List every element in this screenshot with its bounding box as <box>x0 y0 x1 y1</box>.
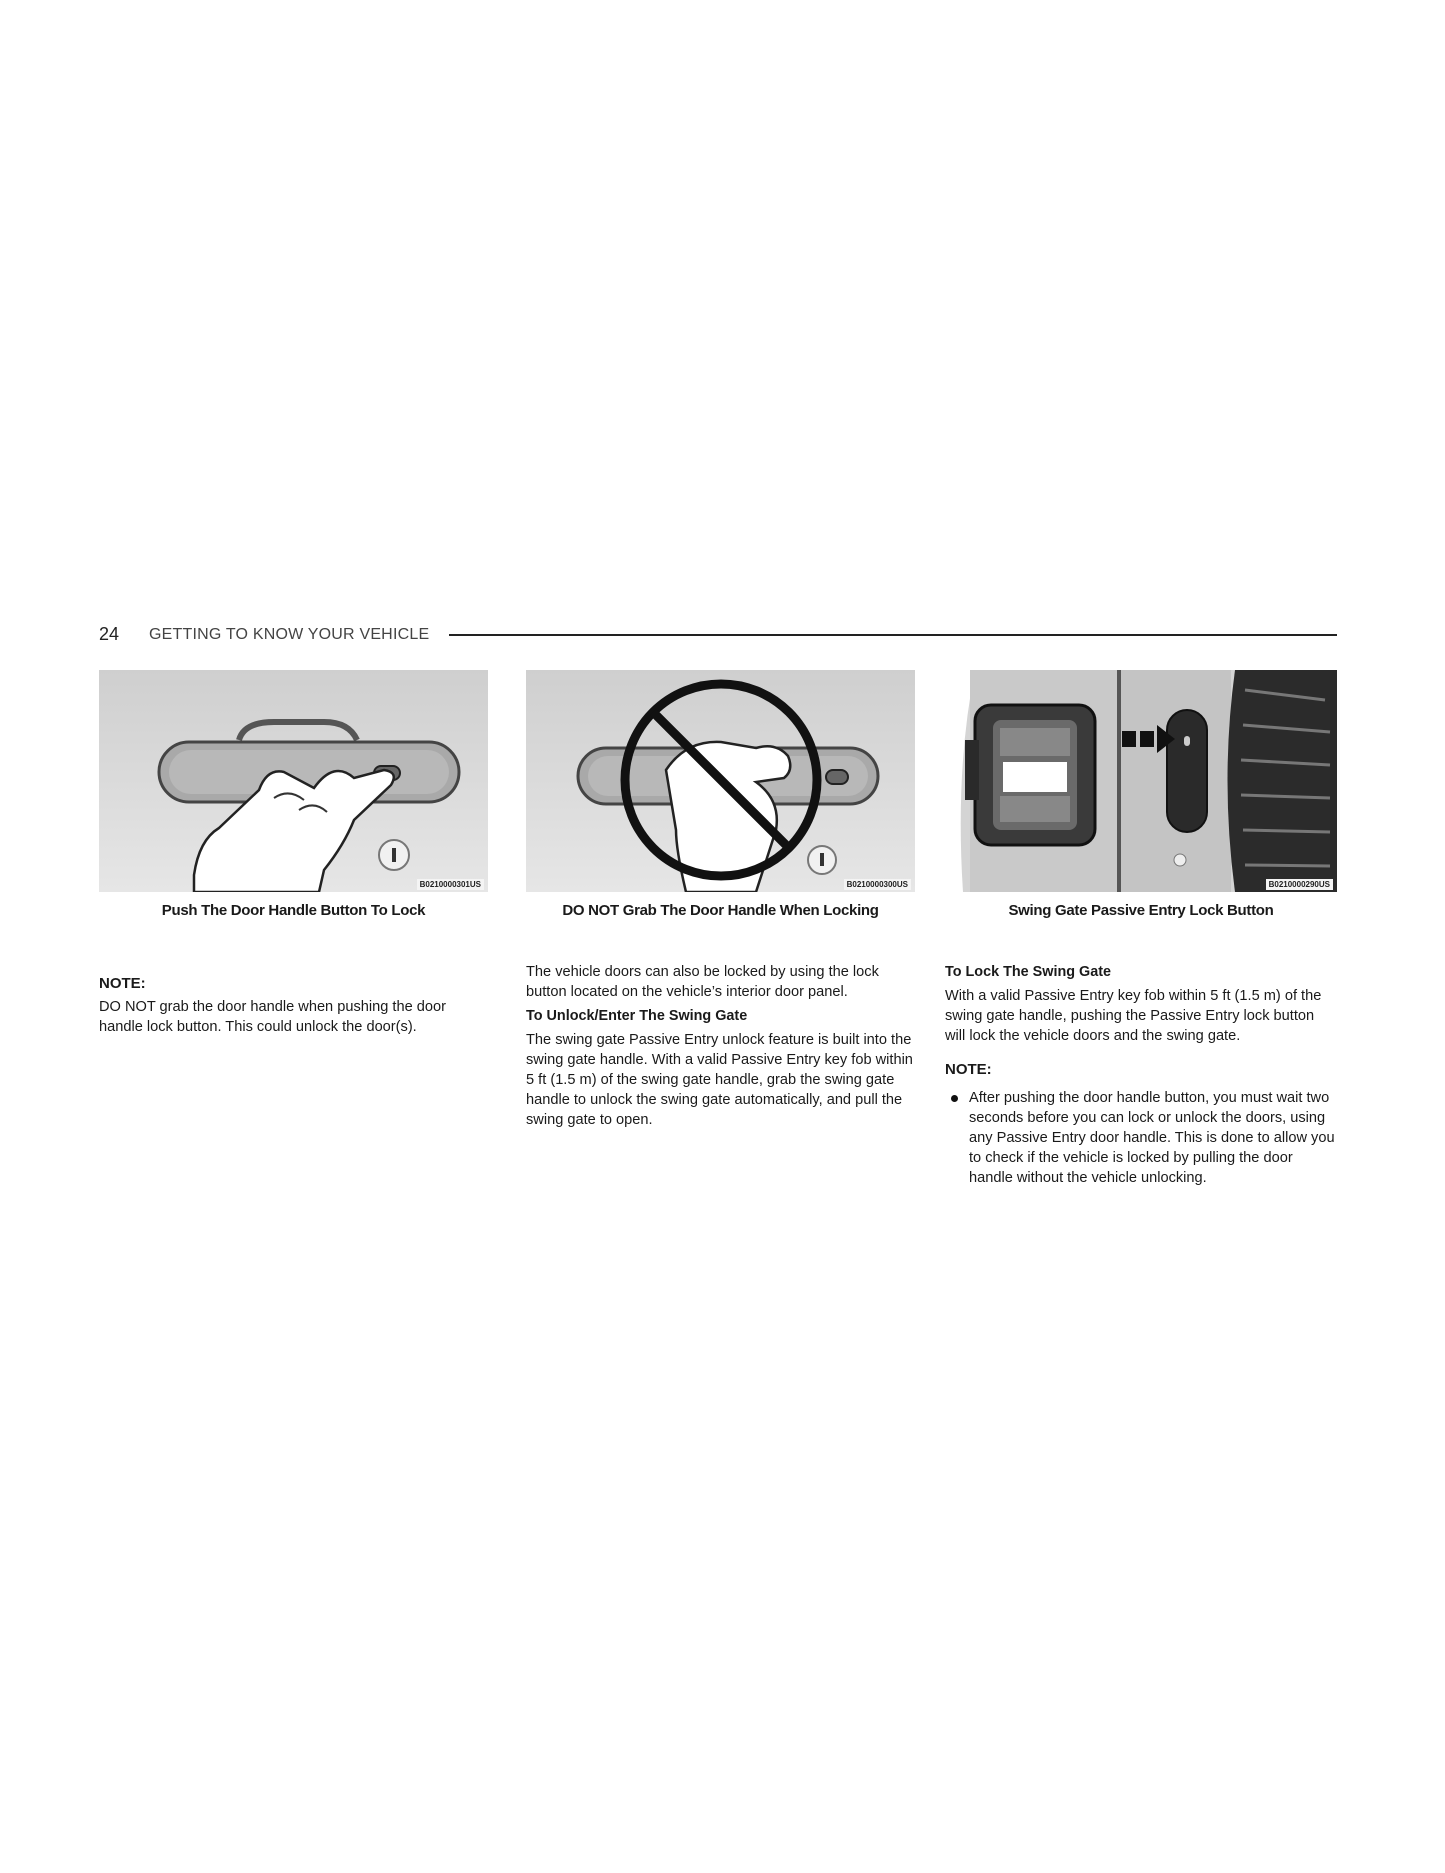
text-column-left <box>99 974 489 1037</box>
header-rule <box>449 634 1337 636</box>
subheading-lock-swing-gate: To Lock The Swing Gate <box>945 964 1112 980</box>
figure-code: B0210000301US <box>417 879 484 890</box>
swing-gate-illustration <box>945 670 1337 892</box>
figure-caption: Swing Gate Passive Entry Lock Button <box>1008 902 1274 919</box>
door-handle-grab-prohibited-illustration <box>526 670 915 892</box>
bullet-icon <box>951 1095 958 1102</box>
page-header <box>99 624 1337 648</box>
note-bullet-list <box>945 1088 1337 1188</box>
note-text: DO NOT grab the door handle when pushing the door handle lock button. This could unlock the door(s). <box>99 999 446 1035</box>
intro-paragraph: The vehicle doors can also be locked by using the lock button located on the vehicle’s interior door panel. <box>526 964 879 1000</box>
subheading-unlock-swing-gate: To Unlock/Enter The Swing Gate <box>526 1008 748 1024</box>
door-handle-push-illustration <box>99 670 488 892</box>
note-label: NOTE: <box>99 975 146 992</box>
list-item <box>945 1088 1337 1188</box>
body-paragraph: With a valid Passive Entry key fob within 5 ft (1.5 m) of the swing gate handle, pushing the Passive Entry lock button will lock the vehicle doors and the swing gate. <box>945 988 1322 1044</box>
page-number: 24 <box>99 624 120 644</box>
figure-code: B0210000300US <box>844 879 911 890</box>
figure-caption: Push The Door Handle Button To Lock <box>161 902 426 919</box>
figure-code: B0210000290US <box>1266 879 1333 890</box>
figure-push-door-handle-button <box>99 670 488 892</box>
note-label: NOTE: <box>945 1061 992 1078</box>
body-paragraph: The swing gate Passive Entry unlock feature is built into the swing gate handle. With a valid Passive Entry key fob within 5 ft (1.5 m) of the swing gate handle, grab the swing gate handle to unlock the swing gate automatically, and pull the swing gate to open. <box>526 1032 913 1128</box>
figure-swing-gate-lock-button <box>945 670 1337 892</box>
figure-do-not-grab-handle <box>526 670 915 892</box>
text-column-right <box>945 962 1337 1188</box>
figure-caption: DO NOT Grab The Door Handle When Locking <box>562 902 879 919</box>
text-column-middle <box>526 962 918 1134</box>
section-title: GETTING TO KNOW YOUR VEHICLE <box>149 626 430 643</box>
bullet-text: After pushing the door handle button, you must wait two seconds before you can lock or unlock the doors, using any Passive Entry door handle. This is done to allow you to check if the vehicle is locked by pulling the door handle without the vehicle unlocking. <box>969 1090 1335 1186</box>
